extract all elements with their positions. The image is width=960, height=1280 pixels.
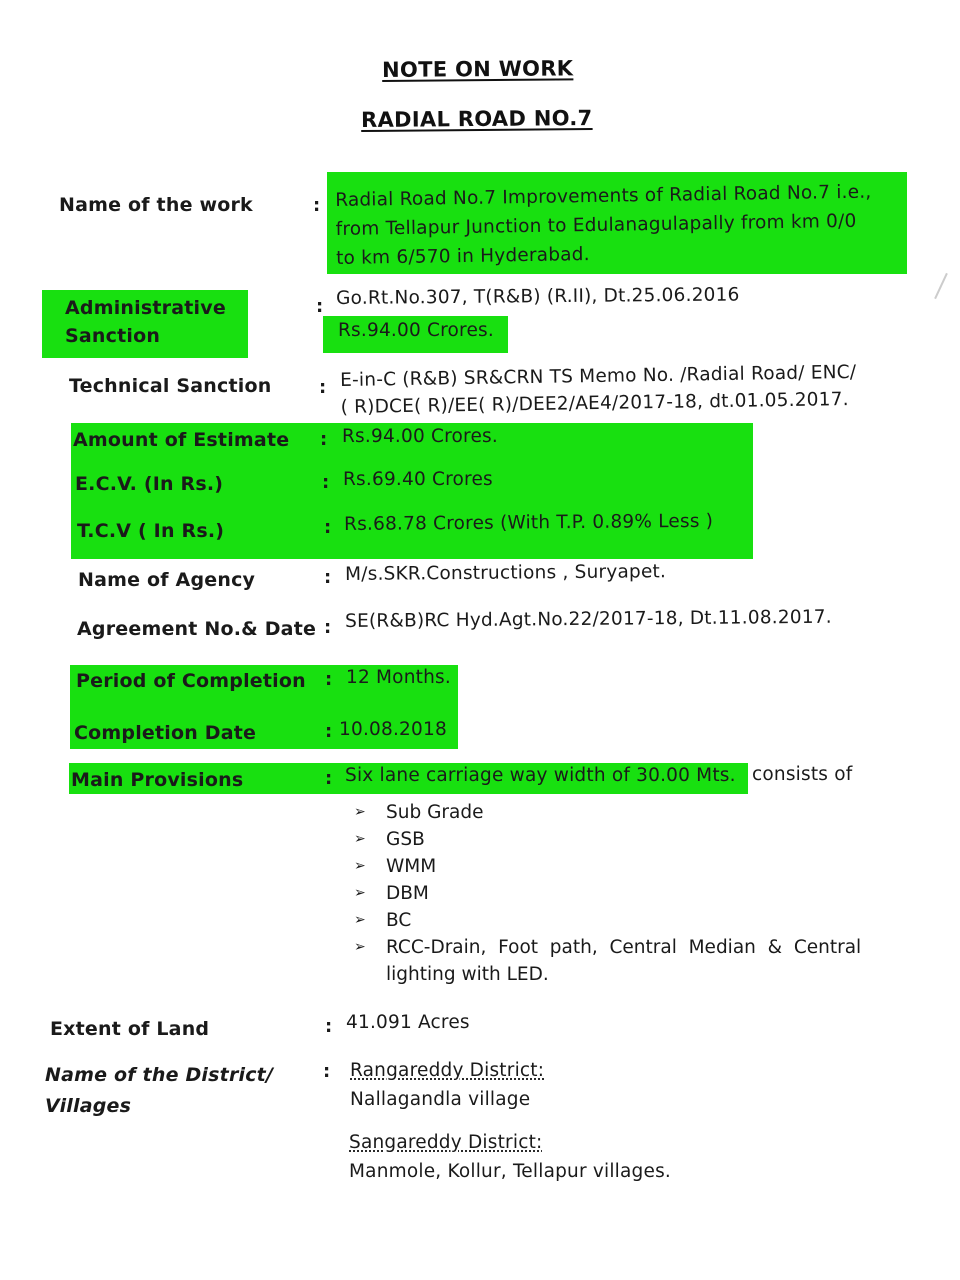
name-of-work-line: from Tellapur Junction to Edulanagulapally from km 0/0 bbox=[335, 210, 857, 240]
separator-colon: : bbox=[325, 669, 333, 690]
separator-colon: : bbox=[324, 617, 332, 638]
main-provisions-label: Main Provisions bbox=[71, 769, 244, 791]
district-group bbox=[349, 1128, 671, 1186]
separator-colon: : bbox=[325, 1016, 333, 1037]
amount-of-estimate-value: Rs.94.00 Crores. bbox=[342, 426, 498, 447]
provision-item-continuation bbox=[350, 961, 915, 988]
administrative-sanction-order: Go.Rt.No.307, T(R&B) (R.II), Dt.25.06.2016 bbox=[336, 284, 740, 309]
provision-item bbox=[350, 799, 915, 826]
technical-sanction-label: Technical Sanction bbox=[69, 375, 272, 397]
administrative-sanction-amount: Rs.94.00 Crores. bbox=[338, 320, 494, 341]
agency-value: M/s.SKR.Constructions , Suryapet. bbox=[345, 561, 667, 585]
arrow-bullet-icon: ➢ bbox=[354, 831, 366, 847]
technical-sanction-line: ( R)DCE( R)/EE( R)/DEE2/AE4/2017-18, dt.01.05.2017. bbox=[340, 389, 849, 418]
name-of-work-label: Name of the work bbox=[59, 194, 253, 216]
main-provisions-value: Six lane carriage way width of 30.00 Mts. bbox=[345, 765, 736, 786]
district-villages-label-line: Villages bbox=[45, 1095, 132, 1117]
provisions-list bbox=[350, 799, 915, 988]
separator-colon: : bbox=[324, 517, 332, 538]
district-name: Rangareddy District: bbox=[350, 1060, 545, 1081]
provision-item bbox=[350, 826, 915, 853]
agency-label: Name of Agency bbox=[78, 569, 256, 591]
main-provisions-value-rest: consists of bbox=[752, 764, 853, 785]
name-of-work-value bbox=[335, 178, 873, 273]
arrow-bullet-icon: ➢ bbox=[354, 939, 366, 955]
district-villages: Manmole, Kollur, Tellapur villages. bbox=[349, 1161, 672, 1182]
provision-item-text: WMM bbox=[386, 856, 437, 877]
arrow-bullet-icon: ➢ bbox=[354, 885, 366, 901]
arrow-bullet-icon: ➢ bbox=[354, 858, 366, 874]
amount-of-estimate-label: Amount of Estimate bbox=[73, 429, 290, 451]
administrative-sanction-label bbox=[65, 294, 226, 350]
arrow-bullet-icon: ➢ bbox=[354, 804, 366, 820]
provision-item-text: DBM bbox=[386, 883, 429, 904]
administrative-sanction-label-line: Administrative bbox=[65, 297, 226, 319]
separator-colon: : bbox=[325, 721, 333, 742]
provision-item-text: lighting with LED. bbox=[386, 964, 549, 985]
technical-sanction-line: E-in-C (R&B) SR&CRN TS Memo No. /Radial Road/ ENC/ bbox=[340, 361, 857, 391]
agreement-label: Agreement No.& Date bbox=[77, 618, 317, 640]
document-subtitle: RADIAL ROAD NO.7 bbox=[361, 105, 593, 132]
name-of-work-line: Radial Road No.7 Improvements of Radial Road No.7 i.e., bbox=[335, 181, 872, 211]
district-villages: Nallagandla village bbox=[350, 1089, 531, 1110]
ecv-value: Rs.69.40 Crores bbox=[343, 469, 493, 490]
provision-item bbox=[350, 853, 915, 880]
extent-of-land-value: 41.091 Acres bbox=[346, 1012, 470, 1033]
district-villages-label-line: Name of the District/ bbox=[45, 1064, 274, 1086]
separator-colon: : bbox=[319, 377, 327, 398]
separator-colon: : bbox=[325, 768, 333, 789]
provision-item-text: Sub Grade bbox=[386, 802, 484, 823]
extent-of-land-label: Extent of Land bbox=[50, 1018, 210, 1040]
district-name: Sangareddy District: bbox=[349, 1132, 543, 1153]
provision-item-text: GSB bbox=[386, 829, 425, 850]
separator-colon: : bbox=[316, 296, 324, 317]
scan-artifact-mark bbox=[934, 273, 948, 299]
provision-item bbox=[350, 880, 915, 907]
administrative-sanction-label-line: Sanction bbox=[65, 325, 161, 347]
provision-item-text: BC bbox=[386, 910, 412, 931]
completion-date-value: 10.08.2018 bbox=[339, 719, 447, 740]
completion-date-label: Completion Date bbox=[74, 722, 257, 744]
ecv-label: E.C.V. (In Rs.) bbox=[75, 473, 224, 495]
separator-colon: : bbox=[324, 567, 332, 588]
agreement-value: SE(R&B)RC Hyd.Agt.No.22/2017-18, Dt.11.08.2017. bbox=[345, 606, 832, 632]
document-title: NOTE ON WORK bbox=[382, 56, 574, 82]
provision-item bbox=[350, 907, 915, 934]
period-of-completion-label: Period of Completion bbox=[76, 670, 306, 692]
provision-item-text: RCC-Drain, Foot path, Central Median & Central bbox=[386, 937, 862, 958]
provision-item bbox=[350, 934, 915, 961]
tcv-label: T.C.V ( In Rs.) bbox=[77, 520, 225, 542]
separator-colon: : bbox=[322, 472, 330, 493]
arrow-bullet-icon: ➢ bbox=[354, 912, 366, 928]
separator-colon: : bbox=[323, 1061, 331, 1082]
separator-colon: : bbox=[313, 195, 321, 216]
separator-colon: : bbox=[320, 429, 328, 450]
period-of-completion-value: 12 Months. bbox=[346, 667, 451, 688]
technical-sanction-value bbox=[340, 359, 857, 421]
name-of-work-line: to km 6/570 in Hyderabad. bbox=[335, 244, 590, 269]
district-group bbox=[350, 1056, 544, 1114]
tcv-value: Rs.68.78 Crores (With T.P. 0.89% Less ) bbox=[344, 510, 714, 535]
district-villages-label bbox=[45, 1060, 273, 1122]
